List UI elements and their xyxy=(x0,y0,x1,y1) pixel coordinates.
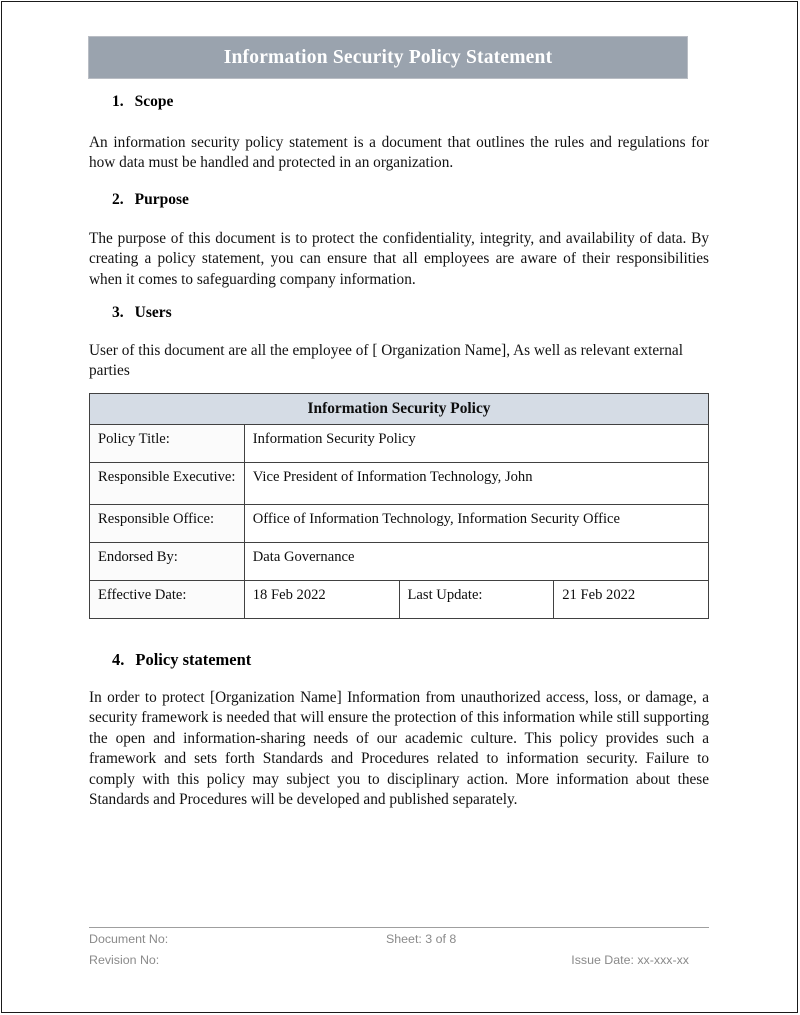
footer-row-bottom xyxy=(89,953,709,974)
table-row xyxy=(90,543,709,581)
row-label-last-update: Last Update: xyxy=(399,581,554,619)
section-number-2: 2. xyxy=(112,191,124,208)
page-footer xyxy=(89,932,709,977)
section-body-purpose: The purpose of this document is to protect the confidentiality, integrity, and availability of data. By creating a policy statement, you can ensure that all employees are aware of their responsibilities when it comes to safeguarding company information. xyxy=(89,230,709,288)
page-content-area xyxy=(88,2,710,1012)
row-label-responsible-executive: Responsible Executive: xyxy=(90,463,245,505)
footer-row-top xyxy=(89,932,709,953)
document-title: Information Security Policy Statement xyxy=(223,46,553,68)
section-heading-scope xyxy=(112,93,173,111)
row-label-effective-date: Effective Date: xyxy=(90,581,245,619)
section-title-3: Users xyxy=(134,304,172,321)
row-label-policy-title: Policy Title: xyxy=(90,425,245,463)
footer-sheet-number: Sheet: 3 of 8 xyxy=(386,932,457,946)
section-body-users: User of this document are all the employee of [ Organization Name], As well as relevant external parties xyxy=(89,342,683,380)
section-heading-purpose xyxy=(112,191,189,209)
footer-revision-no: Revision No: xyxy=(89,953,160,967)
footer-document-no: Document No: xyxy=(89,932,169,946)
footer-divider xyxy=(89,927,709,928)
footer-issue-date: Issue Date: xx-xxx-xx xyxy=(571,953,689,967)
table-row-dates xyxy=(90,581,709,619)
table-header-row xyxy=(90,394,709,425)
section-title-2: Purpose xyxy=(134,191,189,208)
row-value-last-update: 21 Feb 2022 xyxy=(554,581,709,619)
section-number-4: 4. xyxy=(112,650,125,669)
row-label-endorsed-by: Endorsed By: xyxy=(90,543,245,581)
information-security-policy-table xyxy=(89,393,709,619)
section-number-1: 1. xyxy=(112,93,124,110)
section-heading-policy-statement xyxy=(112,650,251,670)
row-label-responsible-office: Responsible Office: xyxy=(90,505,245,543)
document-title-banner xyxy=(88,36,688,79)
table-row xyxy=(90,463,709,505)
section-number-3: 3. xyxy=(112,304,124,321)
section-title-1: Scope xyxy=(134,93,174,110)
row-value-responsible-executive: Vice President of Information Technology, John xyxy=(244,463,708,505)
document-page xyxy=(1,1,798,1013)
table-row xyxy=(90,425,709,463)
row-value-policy-title: Information Security Policy xyxy=(244,425,708,463)
row-value-responsible-office: Office of Information Technology, Information Security Office xyxy=(244,505,708,543)
section-title-4: Policy statement xyxy=(135,650,252,669)
section-body-policy-statement: In order to protect [Organization Name] Information from unauthorized access, loss, or damage, a security framework is needed that will ensure the protection of this information while still supporting the open and information-sharing needs of our academic culture. This policy provides such a framework and sets forth Standards and Procedures related to information security. Failure to comply with this policy may subject you to disciplinary action. More information about these Standards and Procedures will be developed and published separately. xyxy=(89,689,709,809)
table-header-cell: Information Security Policy xyxy=(90,394,709,425)
row-value-endorsed-by: Data Governance xyxy=(244,543,708,581)
section-heading-users xyxy=(112,304,172,322)
table-row xyxy=(90,505,709,543)
row-value-effective-date: 18 Feb 2022 xyxy=(244,581,399,619)
section-body-scope: An information security policy statement is a document that outlines the rules and regulations for how data must be handled and protected in an organization. xyxy=(89,134,709,172)
